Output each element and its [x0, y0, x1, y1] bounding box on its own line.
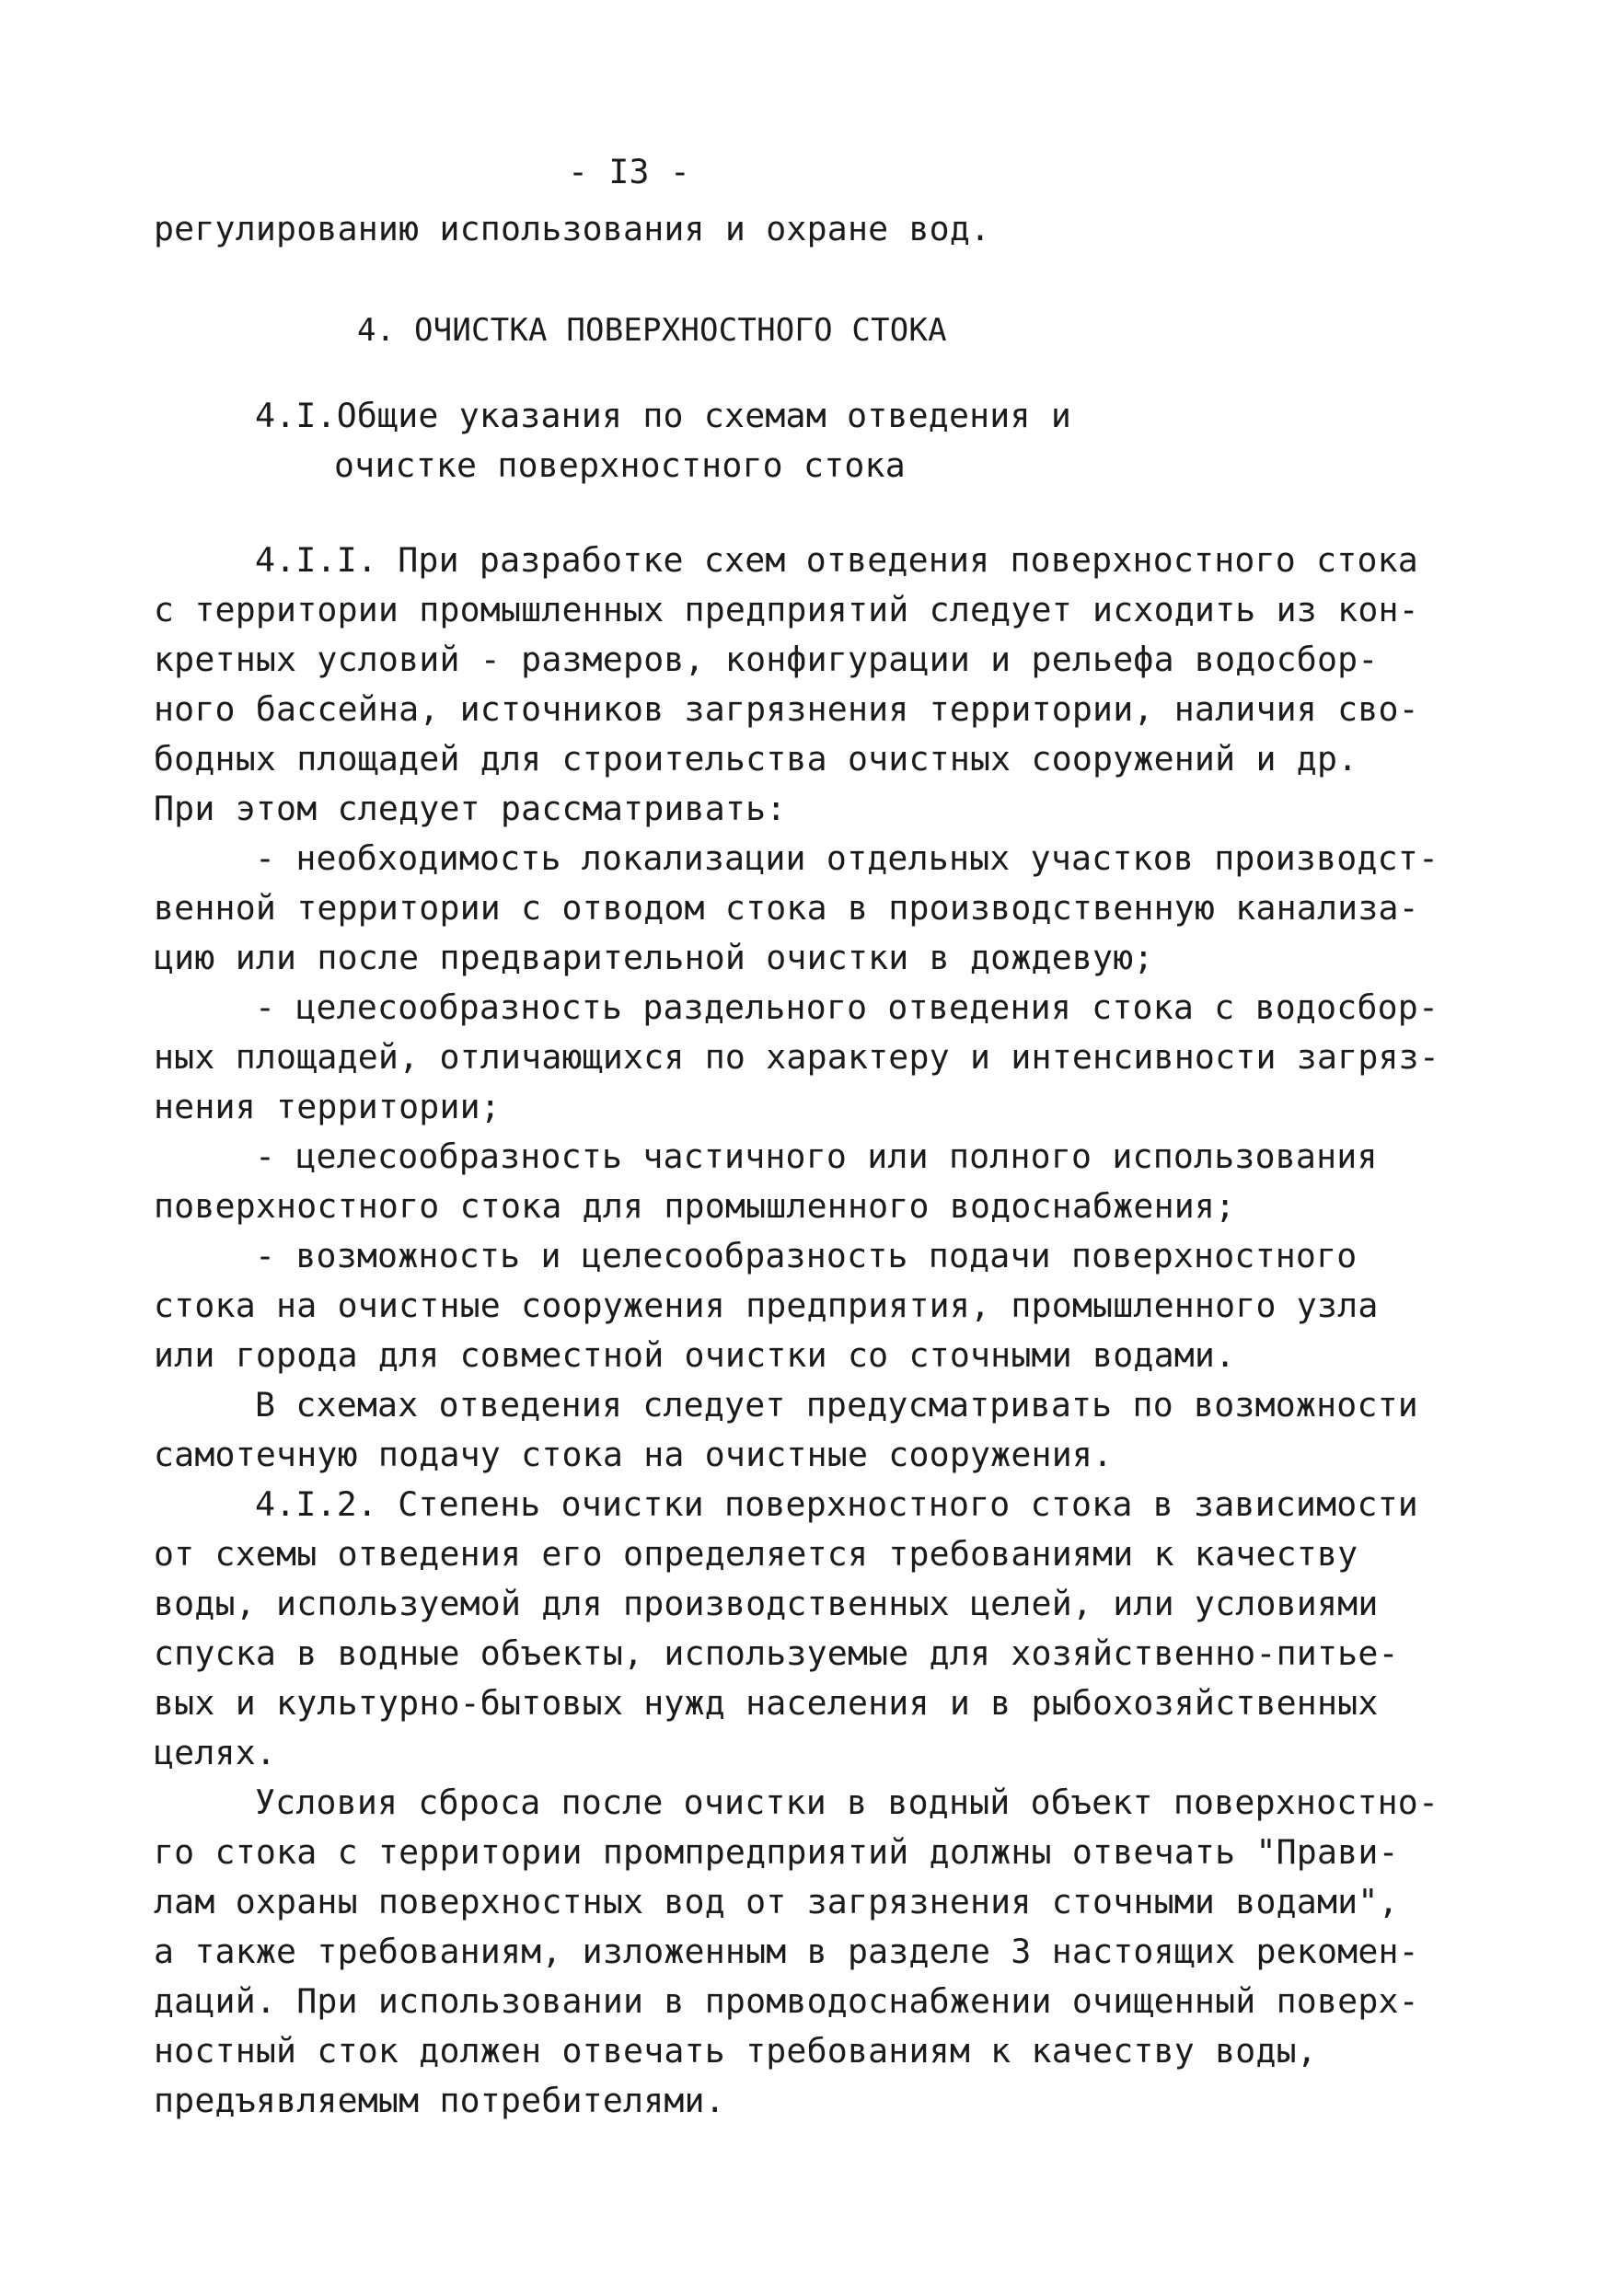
text-line: а также требованиям, изложенным в разделе 3 настоящих рекомен-: [154, 1932, 1419, 1971]
text-line: бодных площадей для строительства очистных сооружений и др.: [154, 739, 1358, 779]
text-line: стока на очистные сооружения предприятия, промышленного узла: [154, 1286, 1379, 1325]
text-line: венной территории с отводом стока в производственную канализа-: [154, 888, 1419, 928]
text-line: воды, используемой для производственных целей, или условиями: [154, 1584, 1379, 1623]
text-line: ного бассейна, источников загрязнения территории, наличия сво-: [154, 689, 1419, 729]
text-line: 4.I.2. Степень очистки поверхностного стока в зависимости: [255, 1484, 1418, 1524]
text-line: от схемы отведения его определяется требованиями к качеству: [154, 1534, 1358, 1574]
text-line: регулированию использования и охране вод.: [154, 209, 991, 248]
text-line: с территории промышленных предприятий следует исходить из кон-: [154, 590, 1419, 629]
text-line: Условия сброса после очистки в водный объект поверхностно-: [255, 1783, 1439, 1822]
text-line: В схемах отведения следует предусматривать по возможности: [255, 1385, 1418, 1425]
text-line: вых и культурно-бытовых нужд населения и в рыбохозяйственных: [154, 1683, 1379, 1723]
text-line: цию или после предварительной очистки в дождевую;: [154, 938, 1154, 977]
section-heading: 4. ОЧИСТКА ПОВЕРХНОСТНОГО СТОКА: [357, 312, 947, 349]
text-line: целях.: [154, 1733, 277, 1772]
text-line: ных площадей, отличающихся по характеру и интенсивности загряз-: [154, 1037, 1440, 1077]
text-line: поверхностного стока для промышленного водоснабжения;: [154, 1186, 1236, 1226]
list-line: - целесообразность частичного или полного использования: [255, 1136, 1378, 1176]
subsection-heading: очистке поверхностного стока: [334, 445, 906, 485]
list-line: - целесообразность раздельного отведения стока с водосбор-: [255, 987, 1439, 1027]
text-line: го стока с территории промпредприятий должны отвечать "Прави-: [154, 1832, 1399, 1872]
text-line: спуска в водные объекты, используемые для хозяйственно-питье-: [154, 1633, 1399, 1673]
text-line: или города для совместной очистки со сточными водами.: [154, 1335, 1236, 1375]
text-line: лам охраны поверхностных вод от загрязнения сточными водами",: [154, 1882, 1399, 1921]
text-line: самотечную подачу стока на очистные сооружения.: [154, 1435, 1114, 1474]
text-line: При этом следует рассматривать:: [154, 789, 787, 828]
list-line: - возможность и целесообразность подачи поверхностного: [255, 1236, 1358, 1275]
page-number: - I3 -: [568, 152, 691, 191]
list-line: - необходимость локализации отдельных участков производст-: [255, 838, 1439, 878]
text-line: нения территории;: [154, 1087, 501, 1126]
text-line: предъявляемым потребителями.: [154, 2081, 725, 2120]
text-line: даций. При использовании в промводоснабжении очищенный поверх-: [154, 1981, 1419, 2021]
subsection-heading: 4.I.Общие указания по схемам отведения и: [255, 396, 1071, 435]
text-line: ностный сток должен отвечать требованиям к качеству воды,: [154, 2031, 1317, 2071]
text-line: 4.I.I. При разработке схем отведения поверхностного стока: [255, 540, 1418, 580]
text-line: кретных условий - размеров, конфигурации и рельефа водосбор-: [154, 640, 1379, 679]
